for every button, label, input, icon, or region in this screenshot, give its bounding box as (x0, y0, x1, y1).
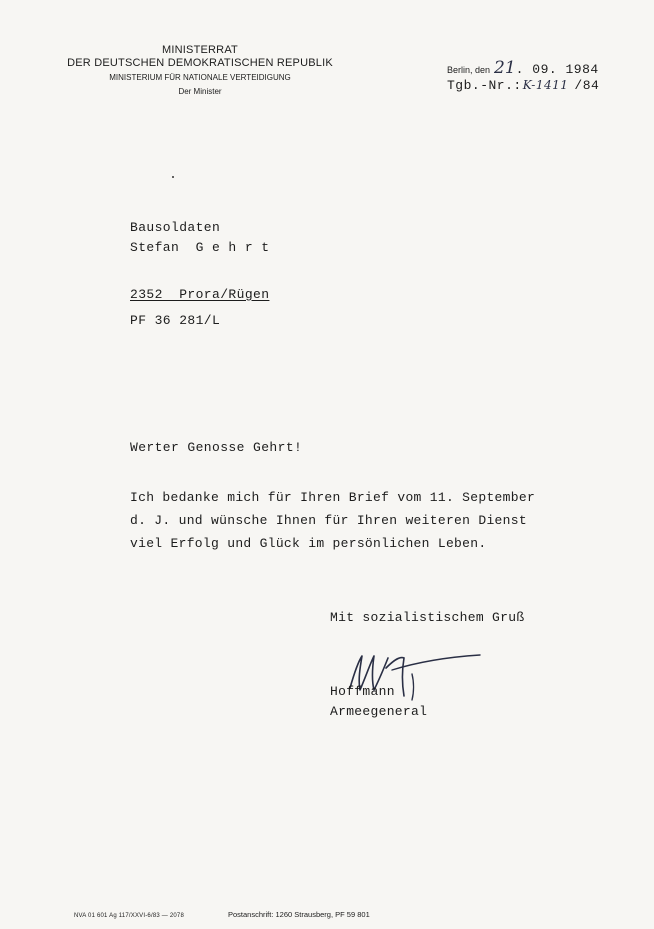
footer (74, 910, 370, 919)
recipient-line-1: Bausoldaten (130, 220, 221, 235)
body-line: Ich bedanke mich für Ihren Brief vom 11. September (130, 490, 536, 505)
recipient-city: 2352 Prora/Rügen (130, 287, 270, 302)
footer-postal-address: Postanschrift: 1260 Strausberg, PF 59 801 (227, 910, 370, 919)
signer-name: Hoffmann (330, 684, 395, 699)
body-line: d. J. und wünsche Ihnen für Ihren weiteren Dienst (130, 513, 527, 528)
date-reference-block (447, 58, 599, 98)
date-prefix: Berlin, den (447, 65, 491, 75)
date-day-handwritten: 21 (494, 58, 516, 78)
reference-number-handwritten: K-1411 (522, 78, 569, 92)
reference-line (447, 78, 599, 98)
footer-form-number: NVA 01 601 Ag 117/XXVI-6/83 — 2078 (74, 913, 184, 919)
recipient-postbox: PF 36 281/L (130, 313, 221, 328)
letterhead-ministry: MINISTERIUM FÜR NATIONALE VERTEIDIGUNG (109, 72, 291, 82)
letterhead (60, 44, 340, 97)
signer-title: Armeegeneral (330, 704, 428, 719)
letterhead-council: MINISTERRAT (162, 44, 238, 56)
closing: Mit sozialistischem Gruß (330, 610, 525, 625)
body-line: viel Erfolg und Glück im persönlichen Leben. (130, 536, 487, 551)
recipient-name: Stefan G e h r t (130, 240, 270, 255)
speck (172, 176, 174, 178)
handwritten-signature (328, 640, 488, 712)
letterhead-country: DER DEUTSCHEN DEMOKRATISCHEN REPUBLIK (67, 56, 333, 69)
salutation: Werter Genosse Gehrt! (130, 440, 303, 455)
reference-suffix: /84 (574, 78, 600, 93)
letter-body (130, 486, 535, 555)
reference-prefix: Tgb.-Nr.: (447, 78, 522, 93)
date-month-year: . 09. 1984 (515, 62, 599, 77)
date-line (447, 58, 599, 78)
letterhead-minister: Der Minister (178, 87, 222, 97)
